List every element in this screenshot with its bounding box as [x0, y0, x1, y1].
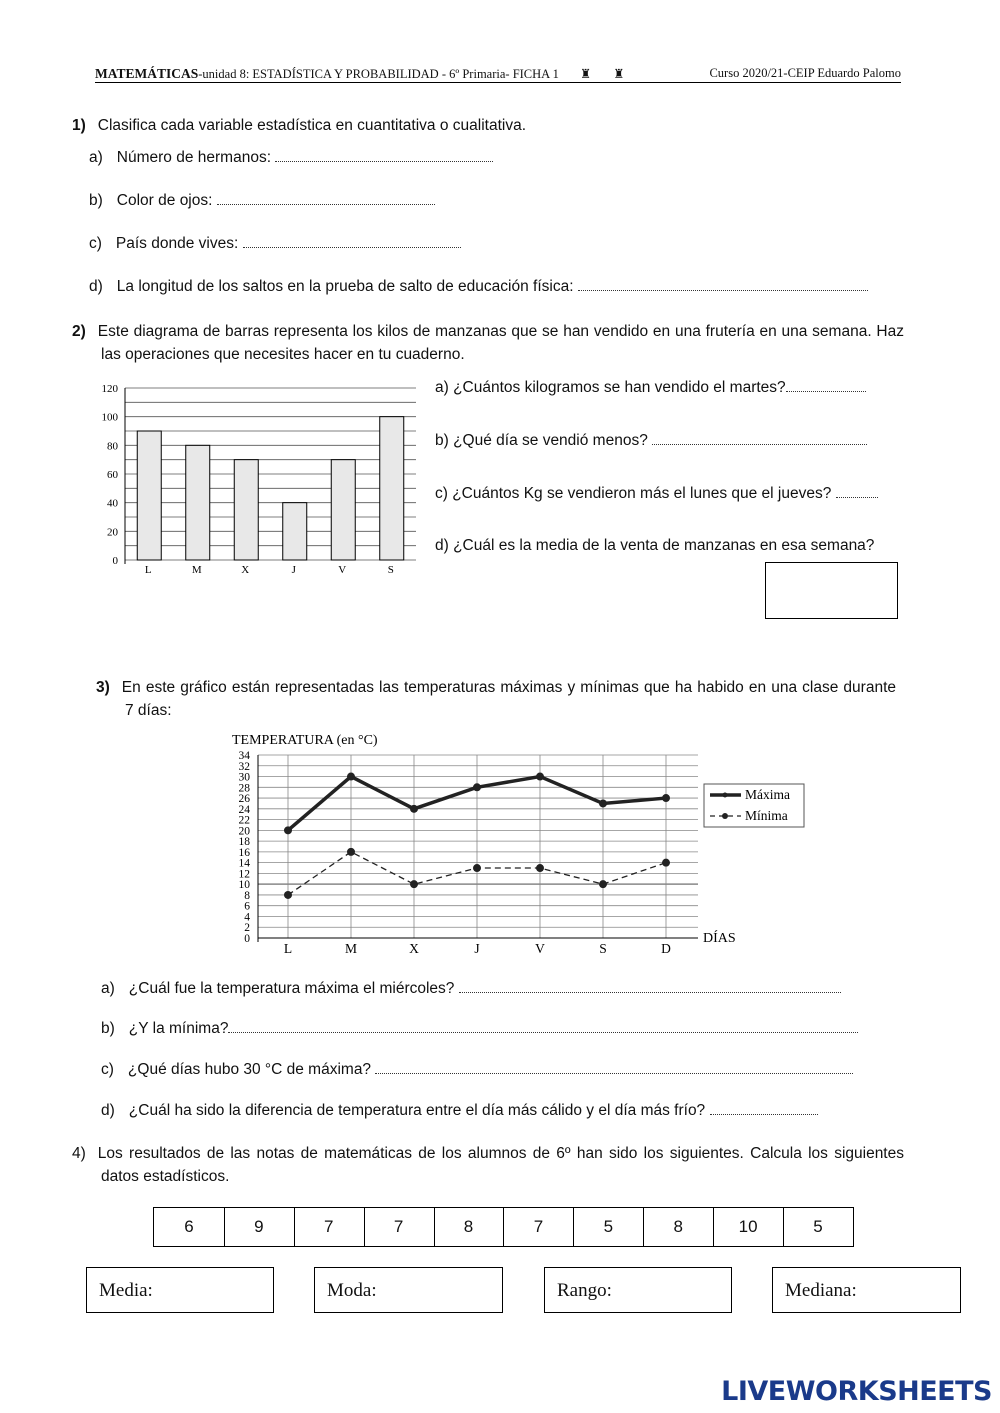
- grade-cell: 9: [224, 1208, 295, 1246]
- letter: d): [101, 1102, 115, 1119]
- q1-item-c[interactable]: [89, 235, 461, 253]
- text: ¿Y la mínima?: [128, 1020, 229, 1037]
- answer-line[interactable]: [786, 379, 866, 392]
- y-tick-label: 0: [112, 555, 118, 567]
- answer-line[interactable]: [652, 432, 867, 445]
- text: Color de ojos:: [116, 192, 213, 209]
- q4-title: [72, 1142, 904, 1188]
- y-tick-label: 34: [238, 750, 250, 762]
- y-tick-label: 14: [238, 857, 250, 870]
- answer-line[interactable]: [243, 235, 461, 248]
- q3-item-b[interactable]: [101, 1020, 858, 1038]
- text: a) ¿Cuántos kilogramos se han vendido el martes?: [435, 379, 786, 396]
- answer-box[interactable]: [765, 562, 898, 619]
- mediana-box[interactable]: Mediana:: [772, 1267, 961, 1313]
- y-tick-label: 4: [244, 911, 250, 924]
- y-tick-label: 6: [244, 900, 250, 913]
- chart-title: TEMPERATURA (en °C): [232, 733, 378, 748]
- y-tick-label: 60: [107, 469, 118, 481]
- text: ¿Cuál fue la temperatura máxima el miércoles?: [128, 980, 455, 997]
- data-point: [284, 826, 292, 834]
- q2-item-d: [435, 537, 874, 555]
- grade-cell: 6: [154, 1208, 225, 1246]
- x-tick-label: L: [144, 564, 152, 576]
- q1-item-b[interactable]: [89, 192, 435, 210]
- y-tick-label: 2: [244, 922, 250, 935]
- x-tick-label: M: [344, 941, 358, 956]
- answer-line[interactable]: [710, 1102, 818, 1115]
- y-tick-label: 120: [101, 383, 118, 395]
- data-point: [662, 859, 670, 867]
- x-axis-label: DÍAS: [703, 931, 736, 946]
- answer-line[interactable]: [217, 192, 435, 205]
- grade-cell: 7: [504, 1208, 575, 1246]
- text: ¿Cuál ha sido la diferencia de temperatura entre el día más cálido y el día más frío?: [128, 1102, 706, 1119]
- x-tick-label: V: [338, 564, 347, 576]
- castle-icon: ♜: [613, 67, 625, 81]
- q-num: 4): [72, 1145, 86, 1162]
- grade-cell: 7: [294, 1208, 365, 1246]
- y-tick-label: 100: [101, 411, 118, 424]
- legend-marker: [723, 793, 728, 798]
- data-point: [347, 773, 355, 781]
- line-chart: [220, 728, 810, 960]
- subject: MATEMÁTICAS: [95, 66, 199, 81]
- data-point: [536, 864, 544, 872]
- q-text: Este diagrama de barras representa los kilos de manzanas que se han vendido en una frutería en una semana. Haz las operaciones que necesites hacer en tu cuaderno.: [97, 323, 904, 363]
- data-point: [347, 848, 355, 856]
- media-box[interactable]: Media:: [86, 1267, 274, 1313]
- data-point: [410, 805, 418, 813]
- page-header: [95, 66, 901, 83]
- bar: [137, 431, 161, 560]
- data-point: [662, 794, 670, 802]
- q3-item-c[interactable]: [101, 1061, 853, 1079]
- y-tick-label: 20: [238, 825, 250, 838]
- x-tick-label: S: [387, 564, 394, 576]
- answer-line[interactable]: [578, 278, 868, 291]
- legend-label: Máxima: [745, 787, 790, 802]
- x-tick-label: X: [409, 941, 419, 956]
- text: ¿Qué días hubo 30 °C de máxima?: [127, 1061, 372, 1078]
- y-tick-label: 28: [238, 782, 250, 795]
- bar: [380, 417, 404, 560]
- q-num: 1): [72, 117, 86, 134]
- q-num: 3): [96, 679, 110, 696]
- data-point: [599, 880, 607, 888]
- grade-cell: 10: [713, 1208, 784, 1246]
- bar: [234, 460, 258, 560]
- answer-line[interactable]: [228, 1020, 858, 1033]
- y-tick-label: 16: [238, 846, 250, 859]
- bar: [331, 460, 355, 560]
- y-tick-label: 30: [238, 771, 250, 784]
- data-point: [473, 783, 481, 791]
- bar: [283, 503, 307, 560]
- answer-line[interactable]: [459, 980, 841, 993]
- q3-item-a[interactable]: [101, 980, 841, 998]
- x-tick-label: S: [599, 941, 607, 956]
- y-tick-label: 80: [107, 440, 118, 453]
- x-tick-label: M: [191, 564, 202, 576]
- x-tick-label: D: [661, 941, 671, 956]
- q1-item-a[interactable]: [89, 149, 493, 167]
- legend-marker: [722, 813, 728, 819]
- grade-cell: 5: [573, 1208, 644, 1246]
- liveworksheets-logo: LIVEWORKSHEETS: [721, 1376, 992, 1407]
- letter: a): [89, 149, 103, 166]
- data-point: [410, 880, 418, 888]
- y-tick-label: 8: [244, 889, 250, 902]
- y-tick-label: 26: [238, 793, 250, 806]
- grade-cell: 8: [643, 1208, 714, 1246]
- q2-item-a[interactable]: [435, 379, 866, 397]
- q3-item-d[interactable]: [101, 1102, 818, 1120]
- grade-cell: 8: [434, 1208, 505, 1246]
- text: b) ¿Qué día se vendió menos?: [435, 432, 648, 449]
- letter: a): [101, 980, 115, 997]
- y-tick-label: 32: [238, 760, 250, 773]
- header-course: Curso 2020/21-CEIP Eduardo Palomo: [709, 66, 901, 80]
- q2-item-b[interactable]: [435, 432, 867, 450]
- bar-chart: [90, 378, 420, 578]
- letter: c): [101, 1061, 114, 1078]
- data-point: [599, 799, 607, 807]
- x-tick-label: V: [535, 941, 545, 956]
- x-tick-label: L: [283, 941, 293, 956]
- q2-title: [72, 320, 904, 366]
- text: d) ¿Cuál es la media de la venta de manzanas en esa semana?: [435, 537, 875, 554]
- y-tick-label: 22: [238, 814, 250, 827]
- header-unit: -unidad 8: ESTADÍSTICA Y PROBABILIDAD - 6º Primaria- FICHA 1: [198, 67, 559, 81]
- grade-cell: 7: [364, 1208, 435, 1246]
- moda-box[interactable]: Moda:: [314, 1267, 503, 1313]
- letter: c): [89, 235, 102, 252]
- grade-cell: 5: [813, 1217, 823, 1236]
- y-tick-label: 20: [107, 526, 118, 539]
- y-tick-label: 10: [238, 879, 250, 892]
- text: c) ¿Cuántos Kg se vendieron más el lunes que el jueves?: [435, 485, 832, 502]
- text: País donde vives:: [115, 235, 239, 252]
- bar: [186, 445, 210, 560]
- data-point: [284, 891, 292, 899]
- y-tick-label: 40: [107, 497, 118, 510]
- q1-title: [72, 117, 526, 135]
- text: Número de hermanos:: [116, 149, 272, 166]
- letter: b): [89, 192, 103, 209]
- answer-line[interactable]: [836, 485, 878, 498]
- q1-item-d[interactable]: [89, 278, 868, 296]
- letter: b): [101, 1020, 115, 1037]
- y-tick-label: 12: [238, 868, 250, 881]
- q-text: En este gráfico están representadas las temperaturas máximas y mínimas que ha habido en una clase durante 7 días:: [121, 679, 896, 719]
- rango-box[interactable]: Rango:: [544, 1267, 732, 1313]
- q-text: Los resultados de las notas de matemáticas de los alumnos de 6º han sido los siguientes. Calcula los siguientes datos estadísticos.: [97, 1145, 904, 1185]
- grades-table: [153, 1207, 854, 1247]
- text: La longitud de los saltos en la prueba de salto de educación física:: [116, 278, 574, 295]
- answer-line[interactable]: [275, 149, 493, 162]
- y-tick-label: 24: [238, 803, 250, 816]
- y-tick-label: 0: [244, 933, 250, 945]
- legend-label: Mínima: [745, 808, 788, 823]
- x-tick-label: X: [241, 564, 250, 576]
- y-tick-label: 18: [238, 836, 250, 849]
- answer-line[interactable]: [375, 1061, 853, 1074]
- letter: d): [89, 278, 103, 295]
- x-tick-label: J: [291, 564, 296, 576]
- data-point: [536, 773, 544, 781]
- q-num: 2): [72, 323, 86, 340]
- q2-item-c[interactable]: [435, 485, 878, 503]
- q-text: Clasifica cada variable estadística en cuantitativa o cualitativa.: [97, 117, 526, 134]
- castle-icon: ♜: [580, 67, 592, 81]
- data-point: [473, 864, 481, 872]
- x-tick-label: J: [474, 941, 480, 956]
- q3-title: [96, 676, 896, 722]
